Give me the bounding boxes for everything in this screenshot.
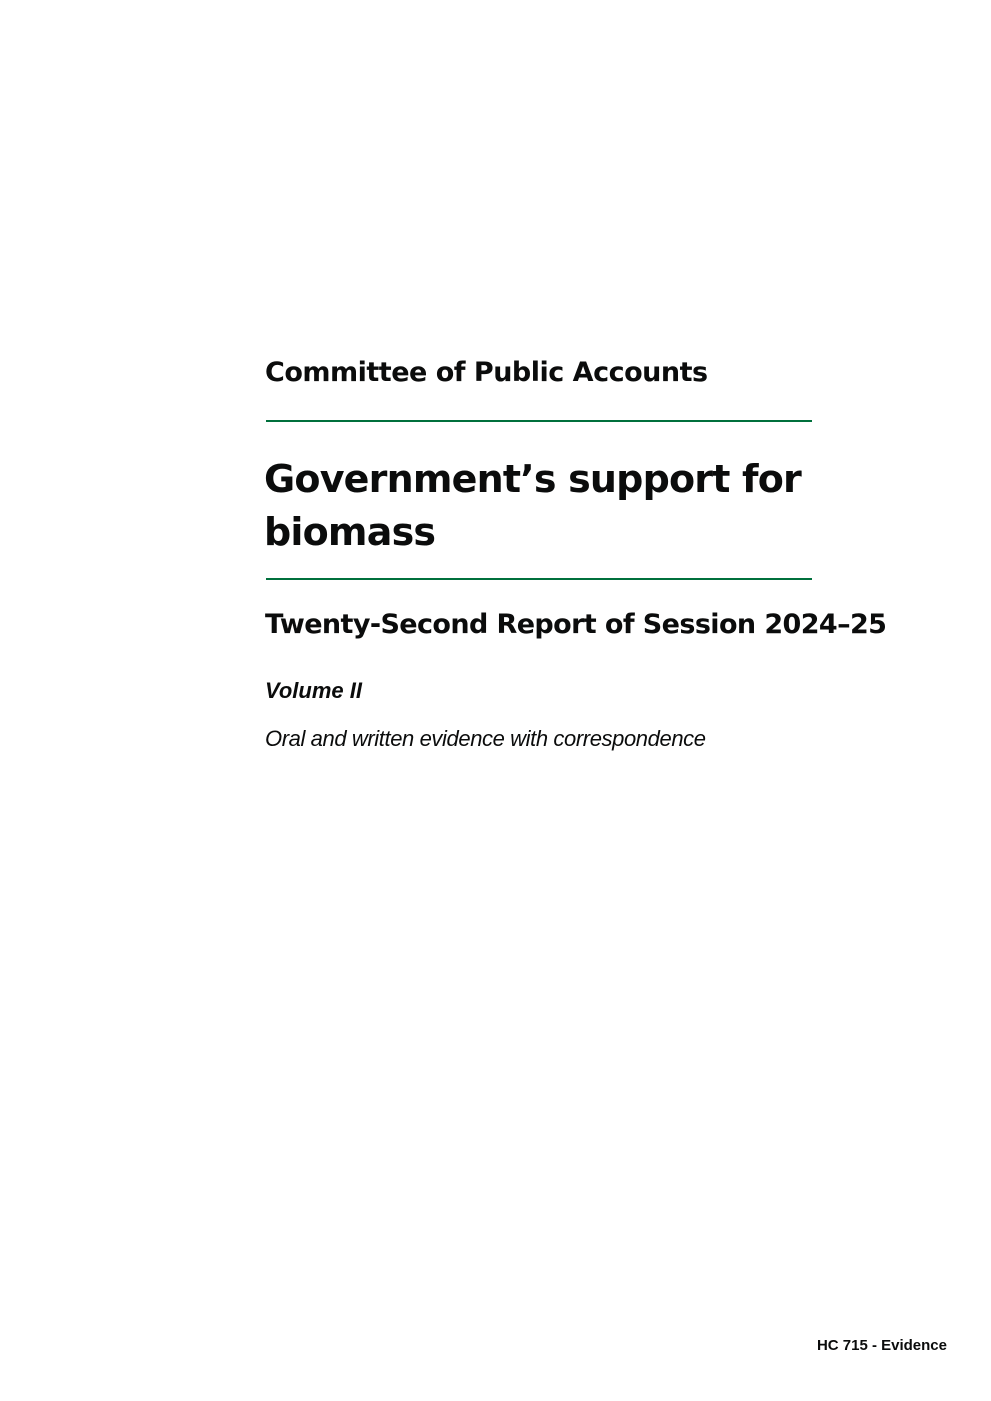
- volume-description: Oral and written evidence with correspondence: [265, 726, 706, 751]
- volume-label: Volume II: [265, 678, 362, 703]
- divider-bottom: [266, 578, 812, 580]
- committee-name: Committee of Public Accounts: [265, 357, 708, 388]
- divider-top: [266, 420, 812, 422]
- report-title: Government’s support for biomass: [264, 457, 801, 554]
- report-session: Twenty-Second Report of Session 2024–25: [265, 609, 887, 640]
- footer-reference: HC 715 - Evidence: [816, 1337, 947, 1354]
